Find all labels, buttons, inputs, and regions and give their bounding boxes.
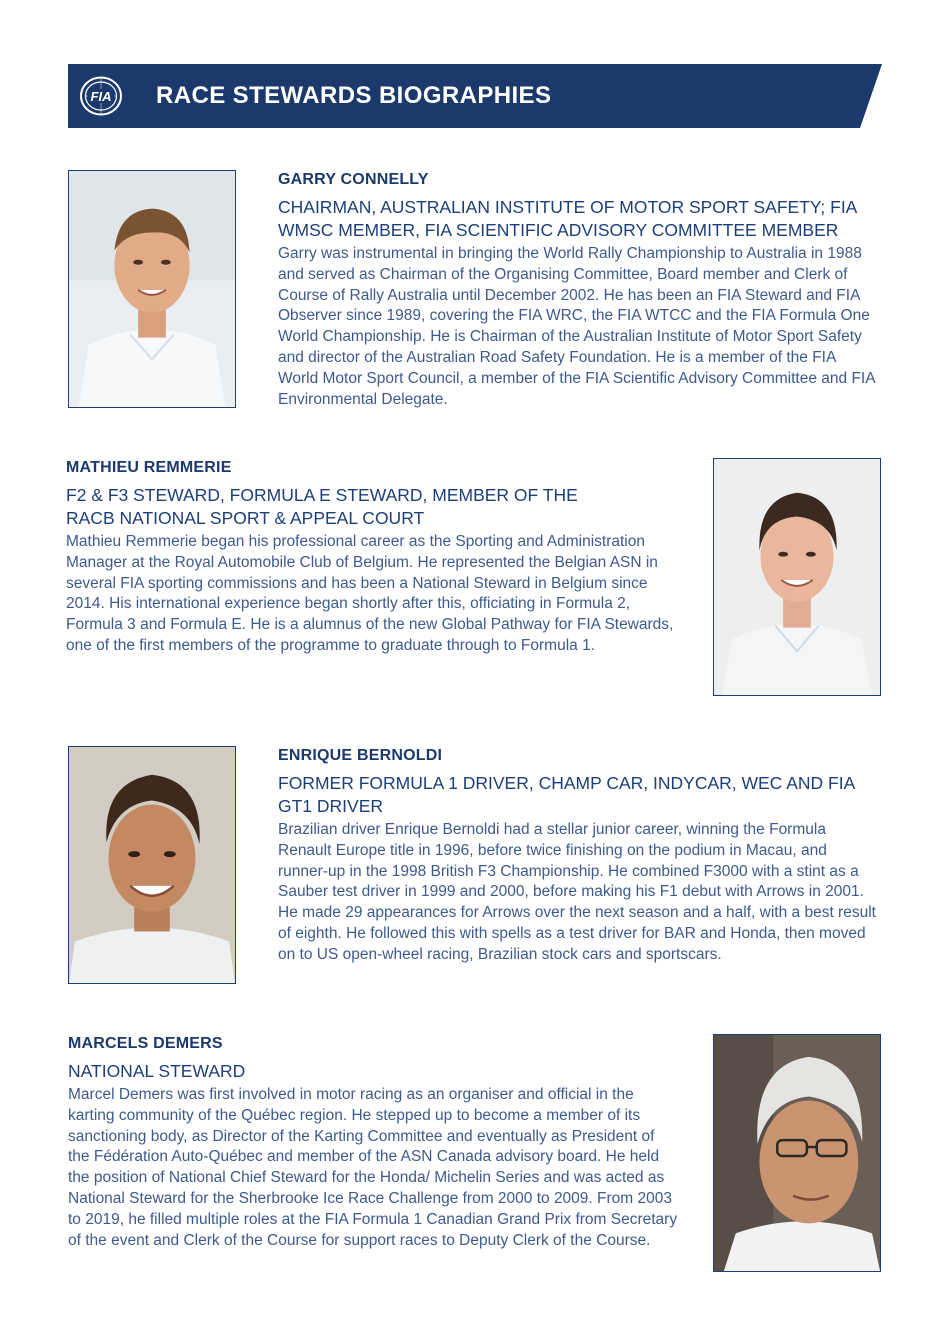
- steward-photo-connelly: [68, 170, 236, 408]
- steward-role: F2 & F3 STEWARD, FORMULA E STEWARD, MEMBER OF THE RACB NATIONAL SPORT & APPEAL COURT: [66, 485, 578, 528]
- steward-role: CHAIRMAN, AUSTRALIAN INSTITUTE OF MOTOR SPORT SAFETY; FIA WMSC MEMBER, FIA SCIENTIFIC ADVISORY COMMITTEE MEMBER: [278, 197, 857, 240]
- steward-entry-remmerie: [66, 458, 686, 657]
- steward-name: MATHIEU REMMERIE: [66, 459, 232, 476]
- steward-bio: Mathieu Remmerie began his professional career as the Sporting and Administration Manager at the Royal Automobile Club of Belgium. He represented the Belgian ASN in several FIA sporting commissions and has been a National Steward in Belgium since 2014. His international experience began shortly after this, officiating in Formula 2, Formula 3 and Formula E. He is a alumnus of the new Global Pathway for FIA Stewards, one of the first members of the programme to graduate through to Formula 1.: [66, 533, 674, 654]
- steward-role: NATIONAL STEWARD: [68, 1061, 246, 1081]
- steward-entry-bernoldi: [278, 746, 888, 966]
- steward-photo-bernoldi: [68, 746, 236, 984]
- steward-role: FORMER FORMULA 1 DRIVER, CHAMP CAR, INDYCAR, WEC AND FIA GT1 DRIVER: [278, 773, 855, 816]
- steward-name: GARRY CONNELLY: [278, 171, 429, 188]
- steward-photo-remmerie: [713, 458, 881, 696]
- steward-entry-connelly: [278, 170, 888, 410]
- steward-bio: Marcel Demers was first involved in motor racing as an organiser and official in the karting community of the Québec region. He stepped up to become a member of its sanctioning body, as Director of the Karting Committee and eventually as President of the Fédération Auto-Québec and member of the ASN Canada advisory board. He held the position of National Chief Steward for the Honda/ Michelin Series and was acted as National Steward for the Sherbrooke Ice Race Challenge from 2000 to 2009. From 2003 to 2019, he filled multiple roles at the FIA Formula 1 Canadian Grand Prix from Secretary of the event and Clerk of the Course for support races to Deputy Clerk of the Course.: [68, 1086, 678, 1249]
- svg-text:FIA: FIA: [90, 89, 112, 104]
- steward-bio: Brazilian driver Enrique Bernoldi had a stellar junior career, winning the Formula Renault Europe title in 1996, before twice finishing on the podium in Macau, and runner-up in the 1998 British F3 Championship. He combined F3000 with a stint as a Sauber test driver in 1999 and 2000, before making his F1 debut with Arrows in 2001. He made 29 appearances for Arrows over the next season and a half, with a best result of eighth. He followed this with spells as a test driver for BAR and Honda, then moved on to US open-wheel racing, Brazilian stock cars and sportscars.: [278, 821, 876, 963]
- page-title: RACE STEWARDS BIOGRAPHIES: [156, 82, 552, 109]
- steward-name: ENRIQUE BERNOLDI: [278, 747, 443, 764]
- steward-bio: Garry was instrumental in bringing the World Rally Championship to Australia in 1988 and served as Chairman of the Organising Committee, Board member and Clerk of Course of Rally Australia until December 2002. He has been an FIA Steward and FIA Observer since 1989, covering the FIA WRC, the FIA WTCC and the FIA Formula One World Championship. He is Chairman of the Australian Institute of Motor Sport Safety and director of the Australian Road Safety Foundation. He is a member of the FIA World Motor Sport Council, a member of the FIA Scientific Advisory Committee and FIA Environmental Delegate.: [278, 245, 875, 408]
- steward-entry-demers: [68, 1034, 688, 1251]
- steward-photo-demers: [713, 1034, 881, 1272]
- fia-logo: [80, 76, 122, 116]
- steward-name: MARCELS DEMERS: [68, 1035, 223, 1052]
- header-banner: [68, 64, 882, 128]
